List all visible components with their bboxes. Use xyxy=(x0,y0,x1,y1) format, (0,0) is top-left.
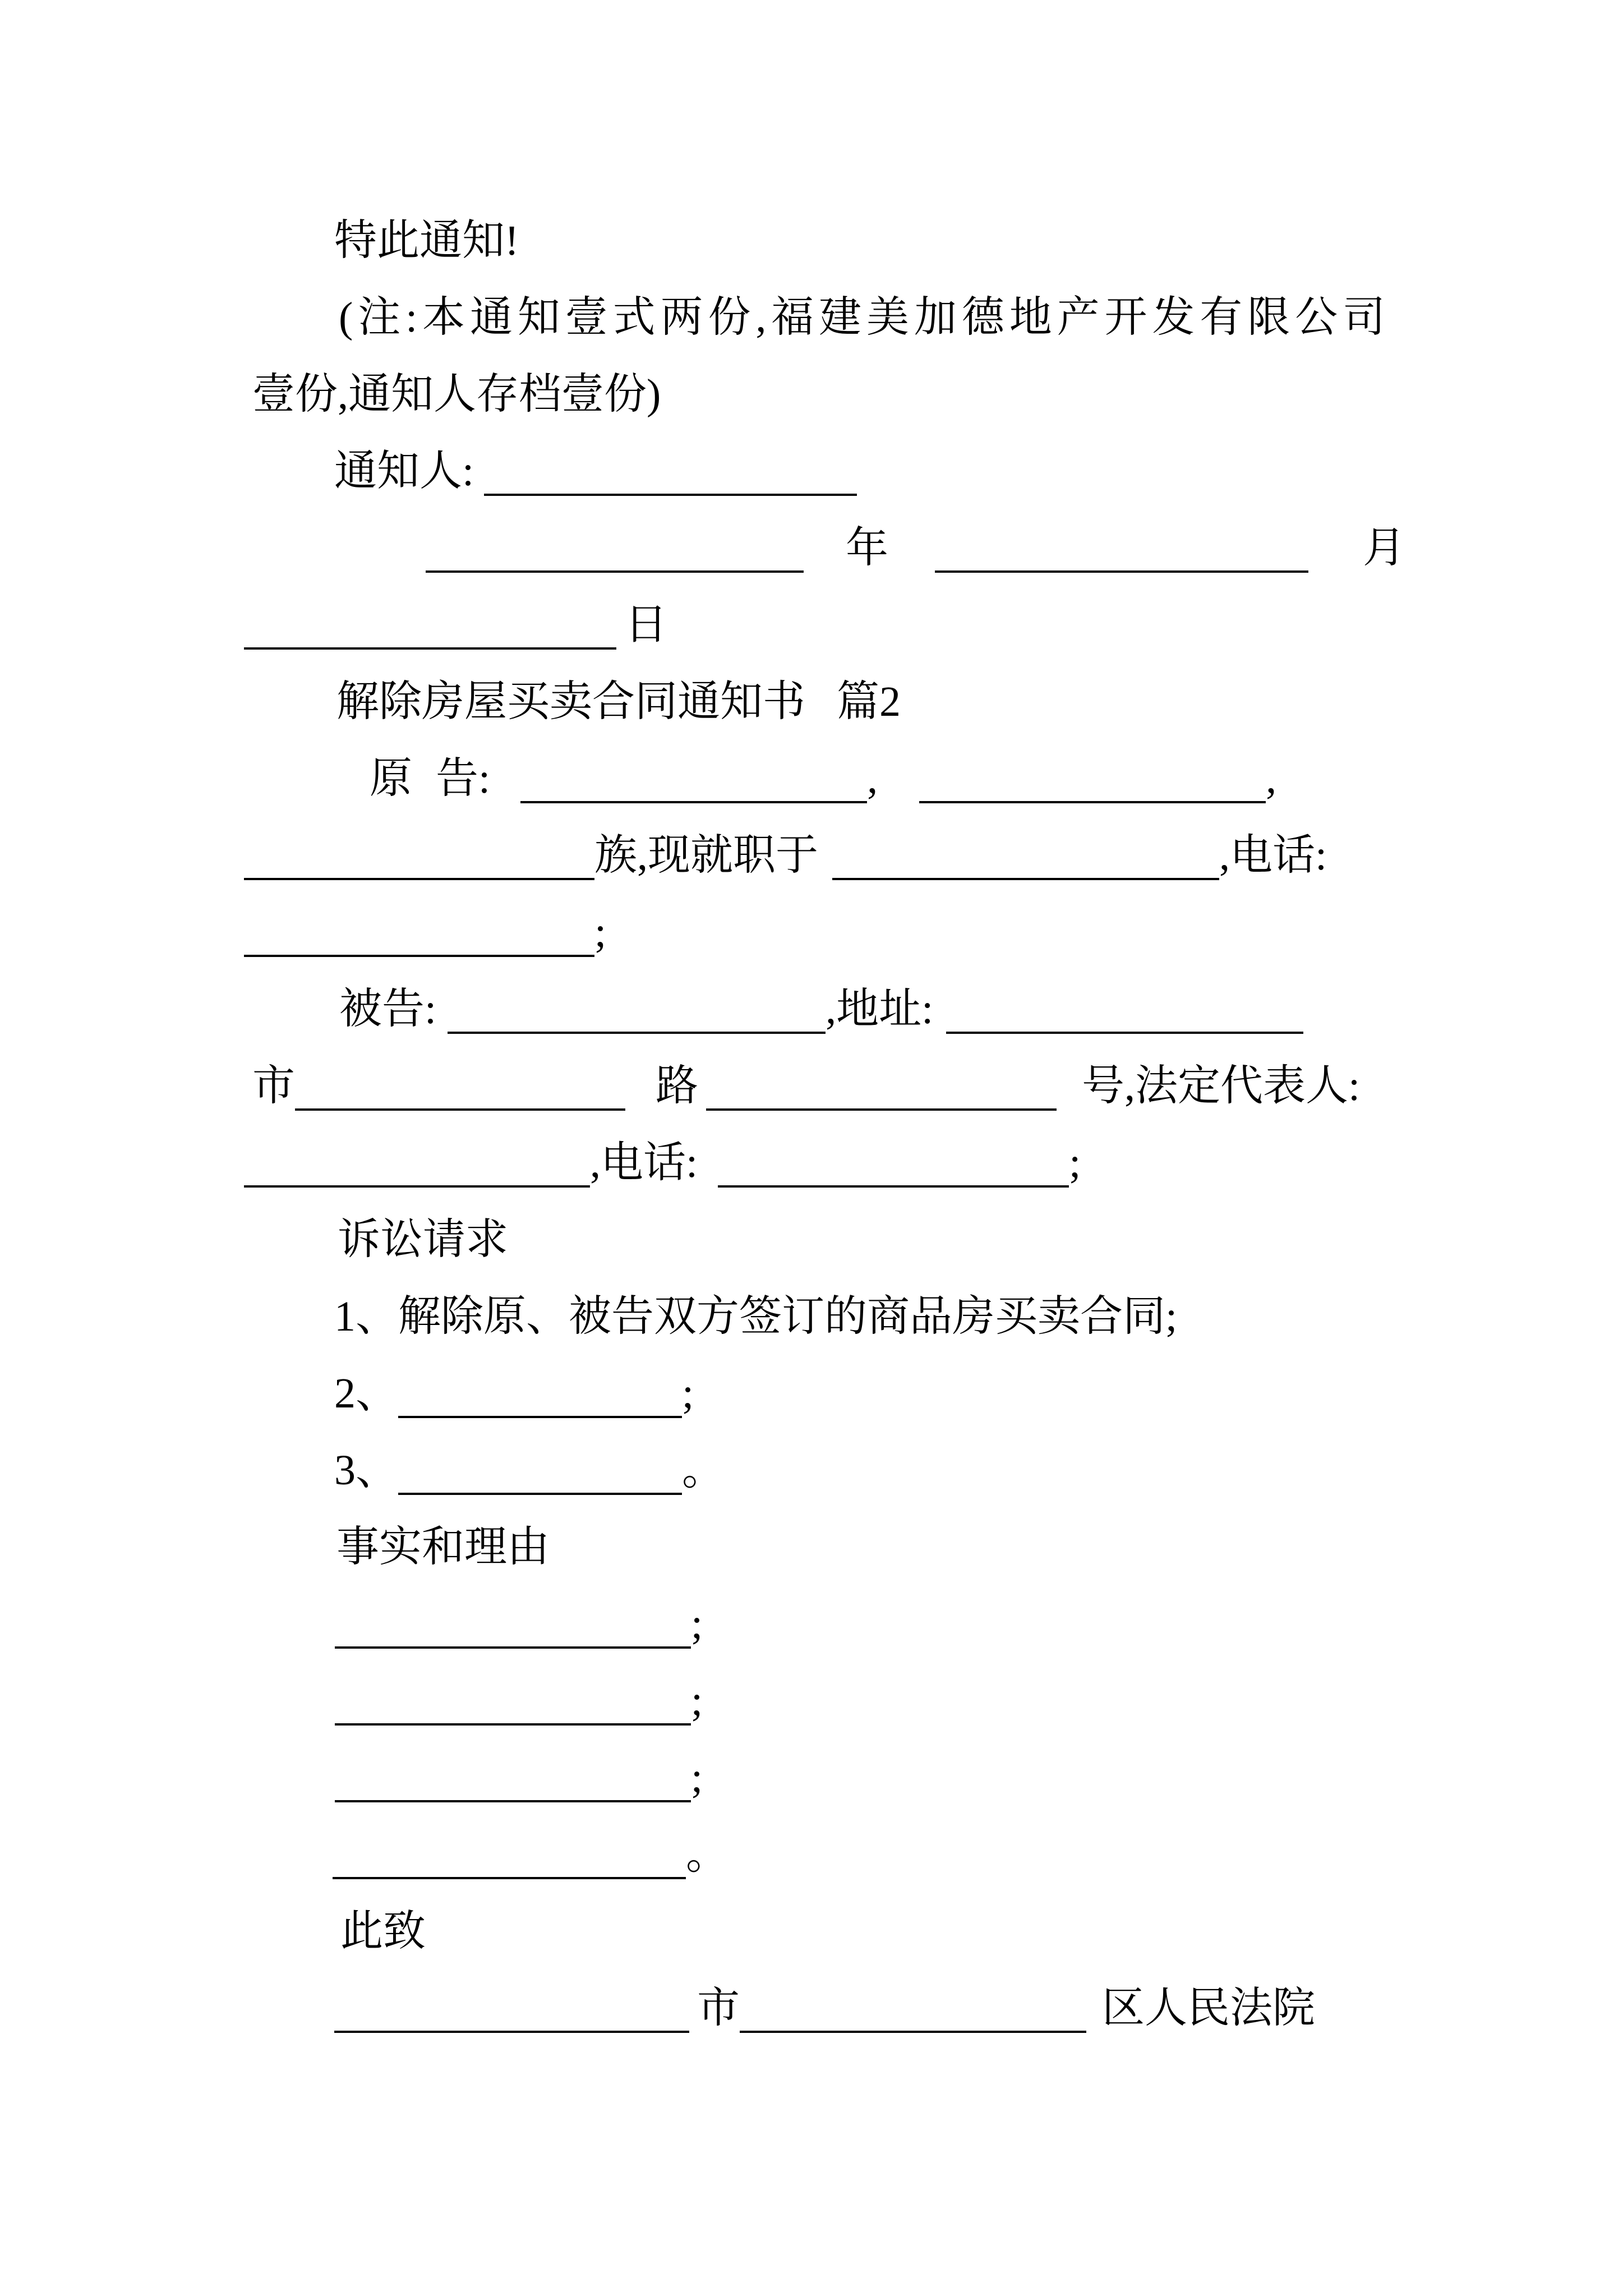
facts-blank-line-1 xyxy=(0,1586,1623,1663)
notifier-signature-line xyxy=(0,433,1623,510)
claim-item-1 xyxy=(0,1278,1623,1355)
facts-blank-line-4 xyxy=(0,1816,1623,1893)
plaintiff-line-3 xyxy=(0,894,1623,971)
blank-underline-field xyxy=(335,1646,691,1649)
date-year-month-line xyxy=(0,510,1623,587)
line-text: , xyxy=(1266,755,1277,802)
line-text: ; xyxy=(594,909,607,956)
line-text: 日 xyxy=(625,601,667,648)
blank-underline-field xyxy=(335,1723,691,1726)
blank-underline-field xyxy=(295,1108,625,1111)
line-text: 区人民法院 xyxy=(1102,1985,1315,2032)
blank-underline-field xyxy=(244,955,594,957)
claim-item-2 xyxy=(0,1355,1623,1432)
court-line xyxy=(0,1970,1623,2047)
line-text: 3、 xyxy=(334,1447,398,1494)
line-text: 。 xyxy=(686,1831,728,1878)
blank-underline-field xyxy=(244,878,594,880)
line-text: 通知人: xyxy=(334,448,474,495)
note-line-2 xyxy=(0,356,1623,433)
closing-notice-line xyxy=(0,203,1623,279)
defendant-line-2 xyxy=(0,1048,1623,1125)
blank-underline-field xyxy=(333,1877,686,1879)
line-text: 解除房屋买卖合同通知书 xyxy=(336,678,805,725)
line-text: ,电话: xyxy=(590,1139,698,1186)
blank-underline-field xyxy=(740,2031,1086,2033)
line-text: 市 xyxy=(252,1062,295,1110)
claim-item-3 xyxy=(0,1432,1623,1509)
line-text: 族,现就职于 xyxy=(594,832,818,879)
line-text: 特此通知! xyxy=(334,217,519,264)
defendant-line-3 xyxy=(0,1125,1623,1202)
defendant-line-1 xyxy=(0,971,1623,1048)
line-text: 事实和理由 xyxy=(336,1524,550,1571)
date-day-line xyxy=(0,587,1623,664)
line-text: 原 xyxy=(370,755,412,802)
line-text: 此致 xyxy=(340,1908,426,1955)
line-text: 。 xyxy=(682,1447,725,1494)
blank-underline-field xyxy=(334,2031,689,2033)
blank-underline-field xyxy=(244,1185,590,1188)
line-text: ; xyxy=(691,1677,703,1724)
line-text: 市 xyxy=(697,1985,740,2032)
blank-underline-field xyxy=(718,1185,1069,1188)
plaintiff-line-2 xyxy=(0,817,1623,894)
blank-underline-field xyxy=(426,570,804,573)
plaintiff-line-1 xyxy=(0,740,1623,817)
line-text: 路 xyxy=(656,1062,698,1110)
line-text: 诉讼请求 xyxy=(338,1216,508,1263)
line-text: ; xyxy=(1069,1139,1081,1186)
line-text: 年 xyxy=(846,524,888,572)
section-title-piece-2 xyxy=(0,664,1623,740)
claims-heading xyxy=(0,1202,1623,1278)
blank-underline-field xyxy=(520,801,867,803)
facts-blank-line-2 xyxy=(0,1663,1623,1740)
line-text: 被告: xyxy=(339,986,437,1033)
line-text: 月 xyxy=(1363,524,1405,572)
note-line-1 xyxy=(0,279,1385,356)
blank-underline-field xyxy=(935,570,1308,573)
line-text: ,电话: xyxy=(1219,832,1327,879)
blank-underline-field xyxy=(484,494,857,496)
line-text: ; xyxy=(691,1754,703,1801)
line-text: ,地址: xyxy=(826,986,934,1033)
line-text: 1、解除原、被告双方签订的商品房买卖合同; xyxy=(334,1293,1178,1340)
line-text: 告: xyxy=(436,755,491,802)
blank-underline-field xyxy=(919,801,1266,803)
salutation-line xyxy=(0,1893,1623,1970)
line-text: 篇2 xyxy=(837,678,901,725)
line-text: ; xyxy=(691,1600,703,1648)
line-text: , xyxy=(867,755,878,802)
line-text: 壹份,通知人存档壹份) xyxy=(252,371,661,418)
blank-underline-field xyxy=(832,878,1219,880)
blank-underline-field xyxy=(335,1800,691,1802)
line-text: 号,法定代表人: xyxy=(1082,1062,1361,1110)
line-text: ; xyxy=(682,1370,694,1417)
blank-underline-field xyxy=(706,1108,1057,1111)
blank-underline-field xyxy=(946,1032,1303,1034)
blank-underline-field xyxy=(244,647,616,650)
facts-blank-line-3 xyxy=(0,1740,1623,1816)
blank-underline-field xyxy=(398,1416,682,1418)
line-text: 2、 xyxy=(334,1370,398,1417)
blank-underline-field xyxy=(398,1493,682,1495)
blank-underline-field xyxy=(448,1032,826,1034)
line-text: (注:本通知壹式两份,福建美加德地产开发有限公司 xyxy=(339,294,1385,341)
facts-reasons-heading xyxy=(0,1509,1623,1586)
